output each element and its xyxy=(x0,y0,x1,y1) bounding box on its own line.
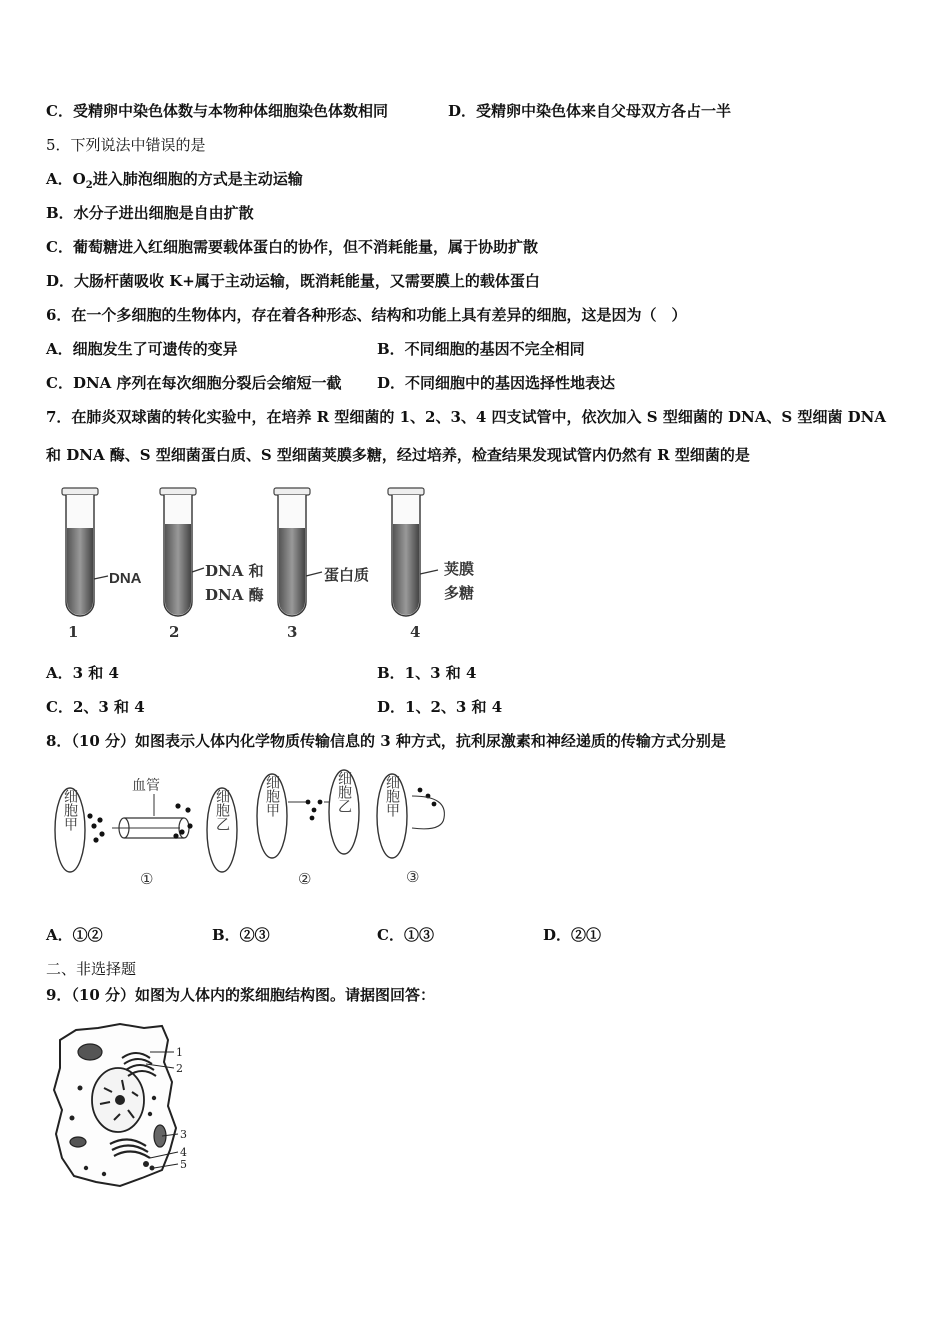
q4-option-c: C．受精卵中染色体数与本物种体细胞染色体数相同 xyxy=(46,102,388,120)
vessel-label: 血管 xyxy=(132,778,160,794)
q6-option-d: D．不同细胞中的基因选择性地表达 xyxy=(377,374,616,392)
q5-option-d: D．大肠杆菌吸收 K+属于主动运输，既消耗能量，又需要膜上的载体蛋白 xyxy=(46,272,540,290)
cell-label-2: 2 xyxy=(176,1062,183,1075)
q5-option-a: A．$O_2$进入肺泡细胞的方式是主动运输 xyxy=(46,170,303,191)
mode1-cell-b-label: 细胞乙 xyxy=(214,789,230,831)
q6-option-a: A．细胞发生了可遗传的变异 xyxy=(46,340,238,358)
q5-option-b: B．水分子进出细胞是自由扩散 xyxy=(46,204,254,222)
tube-4-number: 4 xyxy=(410,623,421,641)
test-tube-figure xyxy=(56,484,496,644)
cell-label-4: 4 xyxy=(180,1146,187,1159)
mode1-label: ① xyxy=(140,870,154,888)
q7-option-c: C．2、3 和 4 xyxy=(46,698,145,716)
cell-label-3: 3 xyxy=(180,1128,187,1141)
mode1-cell-a-label: 细胞甲 xyxy=(62,789,78,831)
mode2-cell-b-label: 细胞乙 xyxy=(336,771,352,813)
test-tube-3 xyxy=(274,488,322,616)
tube-4-label-line2: 多糖 xyxy=(444,584,475,602)
q6-option-c: C．DNA 序列在每次细胞分裂后会缩短一截 xyxy=(46,374,342,392)
q9-stem: 9．（10 分）如图为人体内的浆细胞结构图。请据图回答： xyxy=(46,986,436,1004)
q8-option-d: D．②① xyxy=(543,926,602,944)
tube-1-label: DNA xyxy=(109,570,142,587)
q7-option-a: A．3 和 4 xyxy=(46,664,119,682)
mode2-label: ② xyxy=(298,870,312,888)
q7-option-b: B．1、3 和 4 xyxy=(377,664,477,682)
q8-option-c: C．①③ xyxy=(377,926,434,944)
q8-stem: 8．（10 分）如图表示人体内化学物质传输信息的 3 种方式，抗利尿激素和神经递质的传输方式分别是 xyxy=(46,732,726,750)
cell-label-5: 5 xyxy=(180,1158,187,1171)
tube-3-number: 3 xyxy=(287,623,298,641)
q7-option-d: D．1、2、3 和 4 xyxy=(377,698,503,716)
cell-label-1: 1 xyxy=(176,1046,183,1059)
mode2-cell-a-label: 细胞甲 xyxy=(264,775,280,817)
test-tube-2 xyxy=(160,488,204,616)
tube-2-label-line2: DNA 酶 xyxy=(205,586,264,604)
q6-option-b: B．不同细胞的基因不完全相同 xyxy=(377,340,585,358)
q5-stem: 5．下列说法中错误的是 xyxy=(46,136,206,154)
plasma-cell-figure xyxy=(50,1018,200,1193)
q8-option-a: A．①② xyxy=(46,926,103,944)
q4-option-d: D．受精卵中染色体来自父母双方各占一半 xyxy=(448,102,732,120)
tube-2-number: 2 xyxy=(169,623,180,641)
section-2-title: 二、非选择题 xyxy=(46,960,137,978)
q8-option-b: B．②③ xyxy=(212,926,270,944)
tube-3-label: 蛋白质 xyxy=(324,566,370,584)
q5-option-c: C．葡萄糖进入红细胞需要载体蛋白的协作，但不消耗能量，属于协助扩散 xyxy=(46,238,538,256)
q6-stem: 6．在一个多细胞的生物体内，存在着各种形态、结构和功能上具有差异的细胞，这是因为（ ） xyxy=(46,306,687,324)
mode3-cell-a-label: 细胞甲 xyxy=(384,775,400,817)
tube-4-label-line1: 荚膜 xyxy=(444,560,475,578)
q7-stem-line1: 7．在肺炎双球菌的转化实验中，在培养 R 型细菌的 1、2、3、4 四支试管中，依次加入 S 型细菌的 DNA、S 型细菌 DNA xyxy=(46,408,887,426)
test-tube-1 xyxy=(62,488,108,616)
mode3-label: ③ xyxy=(406,868,420,886)
tube-2-label-line1: DNA 和 xyxy=(205,562,264,580)
signal-transmission-figure xyxy=(50,766,460,896)
test-tube-4 xyxy=(388,488,438,616)
tube-1-number: 1 xyxy=(68,623,79,641)
q7-stem-line2: 和 DNA 酶、S 型细菌蛋白质、S 型细菌荚膜多糖，经过培养，检查结果发现试管内仍然有 R 型细菌的是 xyxy=(46,446,750,464)
